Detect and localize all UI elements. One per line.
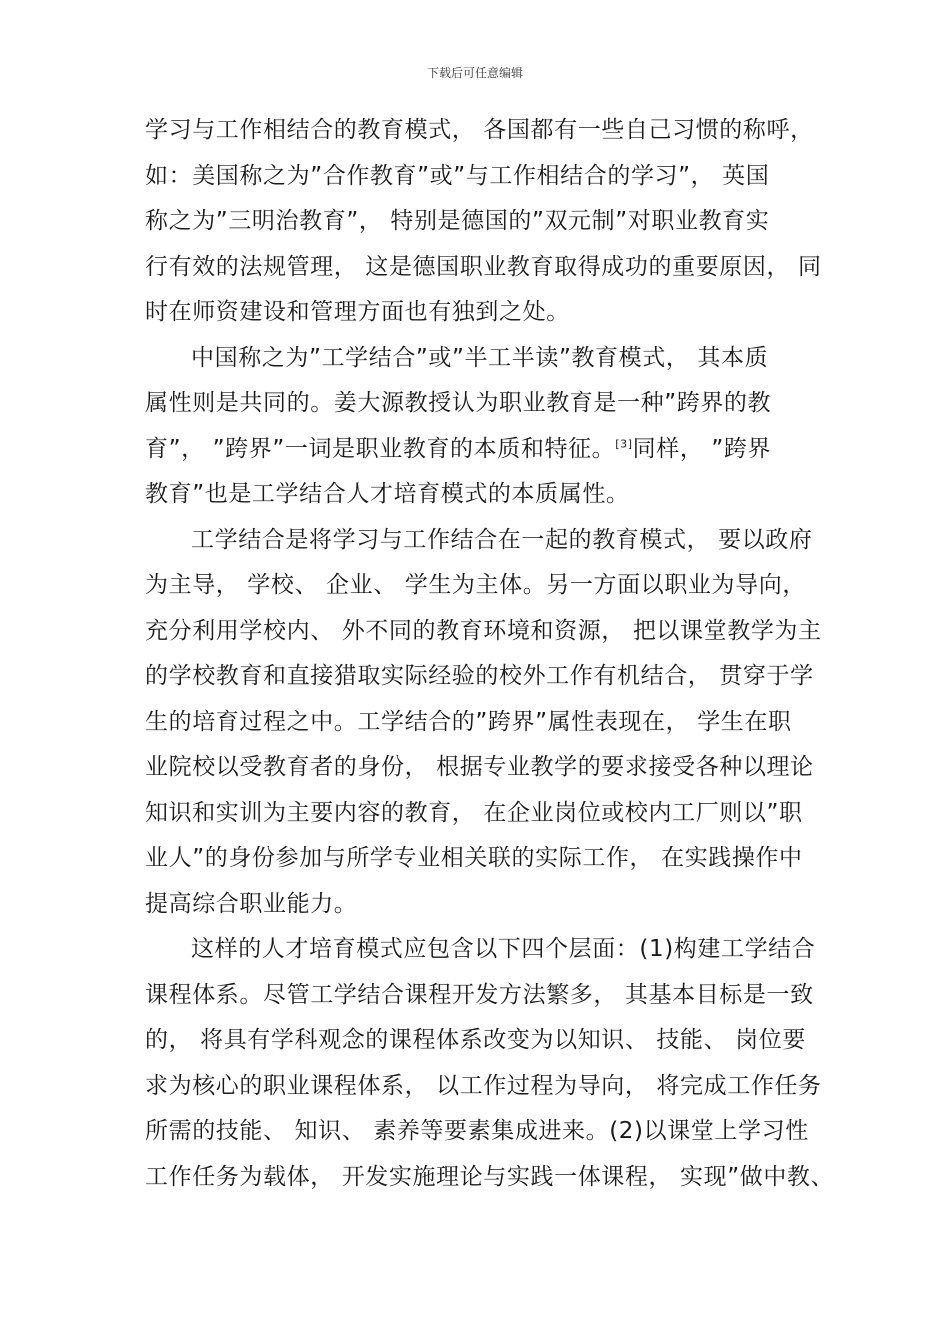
citation-marker: [3] [615,436,633,450]
text-line: 教育”也是工学结合人才培育模式的本质属性。 [145,481,630,507]
document-body [145,108,835,1200]
text-line: 属性则是共同的。姜大源教授认为职业教育是一种”跨界的教 [145,390,772,416]
page-header: 下载后可任意编辑 [426,66,523,80]
paragraph-3 [145,518,825,928]
text-line: 业院校以受教育者的身份， 根据专业教学的要求接受各种以理论 [145,754,814,780]
text-segment: 同样， ”跨界 [632,435,772,462]
text-line: 行有效的法规管理， 这是德国职业教育取得成功的重要原因， 同 [145,253,822,280]
paragraph-2 [145,336,825,518]
text-line: 生的培育过程之中。工学结合的”跨界”属性表现在， 学生在职 [145,708,792,735]
paragraph-1 [145,108,825,336]
paragraph-4 [145,927,835,1200]
text-line: 充分利用学校内、 外不同的教育环境和资源， 把以课堂教学为主 [145,617,822,644]
text-line: 的学校教育和直接猎取实际经验的校外工作有机结合， 贯穿于学 [145,663,814,689]
text-line: 工作任务为载体， 开发实施理论与实践一体课程， 实现”做中教、 [145,1163,835,1190]
text-line: 这样的人才培育模式应包含以下四个层面：(1)构建工学结合 [191,936,816,962]
text-line: 的， 将具有学科观念的课程体系改变为以知识、 技能、 岗位要 [145,1027,806,1053]
text-line: 中国称之为”工学结合”或”半工半读”教育模式， 其本质 [191,344,769,371]
text-line: 课程体系。尽管工学结合课程开发方法繁多， 其基本目标是一致 [145,981,814,1008]
text-line: 称之为”三明治教育”， 特别是德国的”双元制”对职业教育实 [145,208,770,234]
text-segment: 育”， ”跨界”一词是职业教育的本质和特征。 [145,435,616,462]
text-line-with-citation [145,427,825,473]
text-line: 所需的技能、 知识、 素养等要素集成进来。(2)以课堂上学习性 [145,1118,809,1144]
text-line: 为主导， 学校、 企业、 学生为主体。另一方面以职业为导向， [145,572,806,598]
text-line: 工学结合是将学习与工作结合在一起的教育模式， 要以政府 [191,526,813,553]
text-line: 提高综合职业能力。 [145,890,358,917]
text-line: 学习与工作相结合的教育模式， 各国都有一些自己习惯的称呼， [145,117,814,143]
text-line: 如：美国称之为”合作教育”或”与工作相结合的学习”， 英国 [145,162,770,189]
text-line: 业人”的身份参加与所学专业相关联的实际工作， 在实践操作中 [145,845,803,871]
text-line: 时在师资建设和管理方面也有独到之处。 [145,299,570,325]
text-line: 求为核心的职业课程体系， 以工作过程为导向， 将完成工作任务 [145,1072,822,1099]
text-line: 知识和实训为主要内容的教育， 在企业岗位或校内工厂则以”职 [145,799,803,826]
